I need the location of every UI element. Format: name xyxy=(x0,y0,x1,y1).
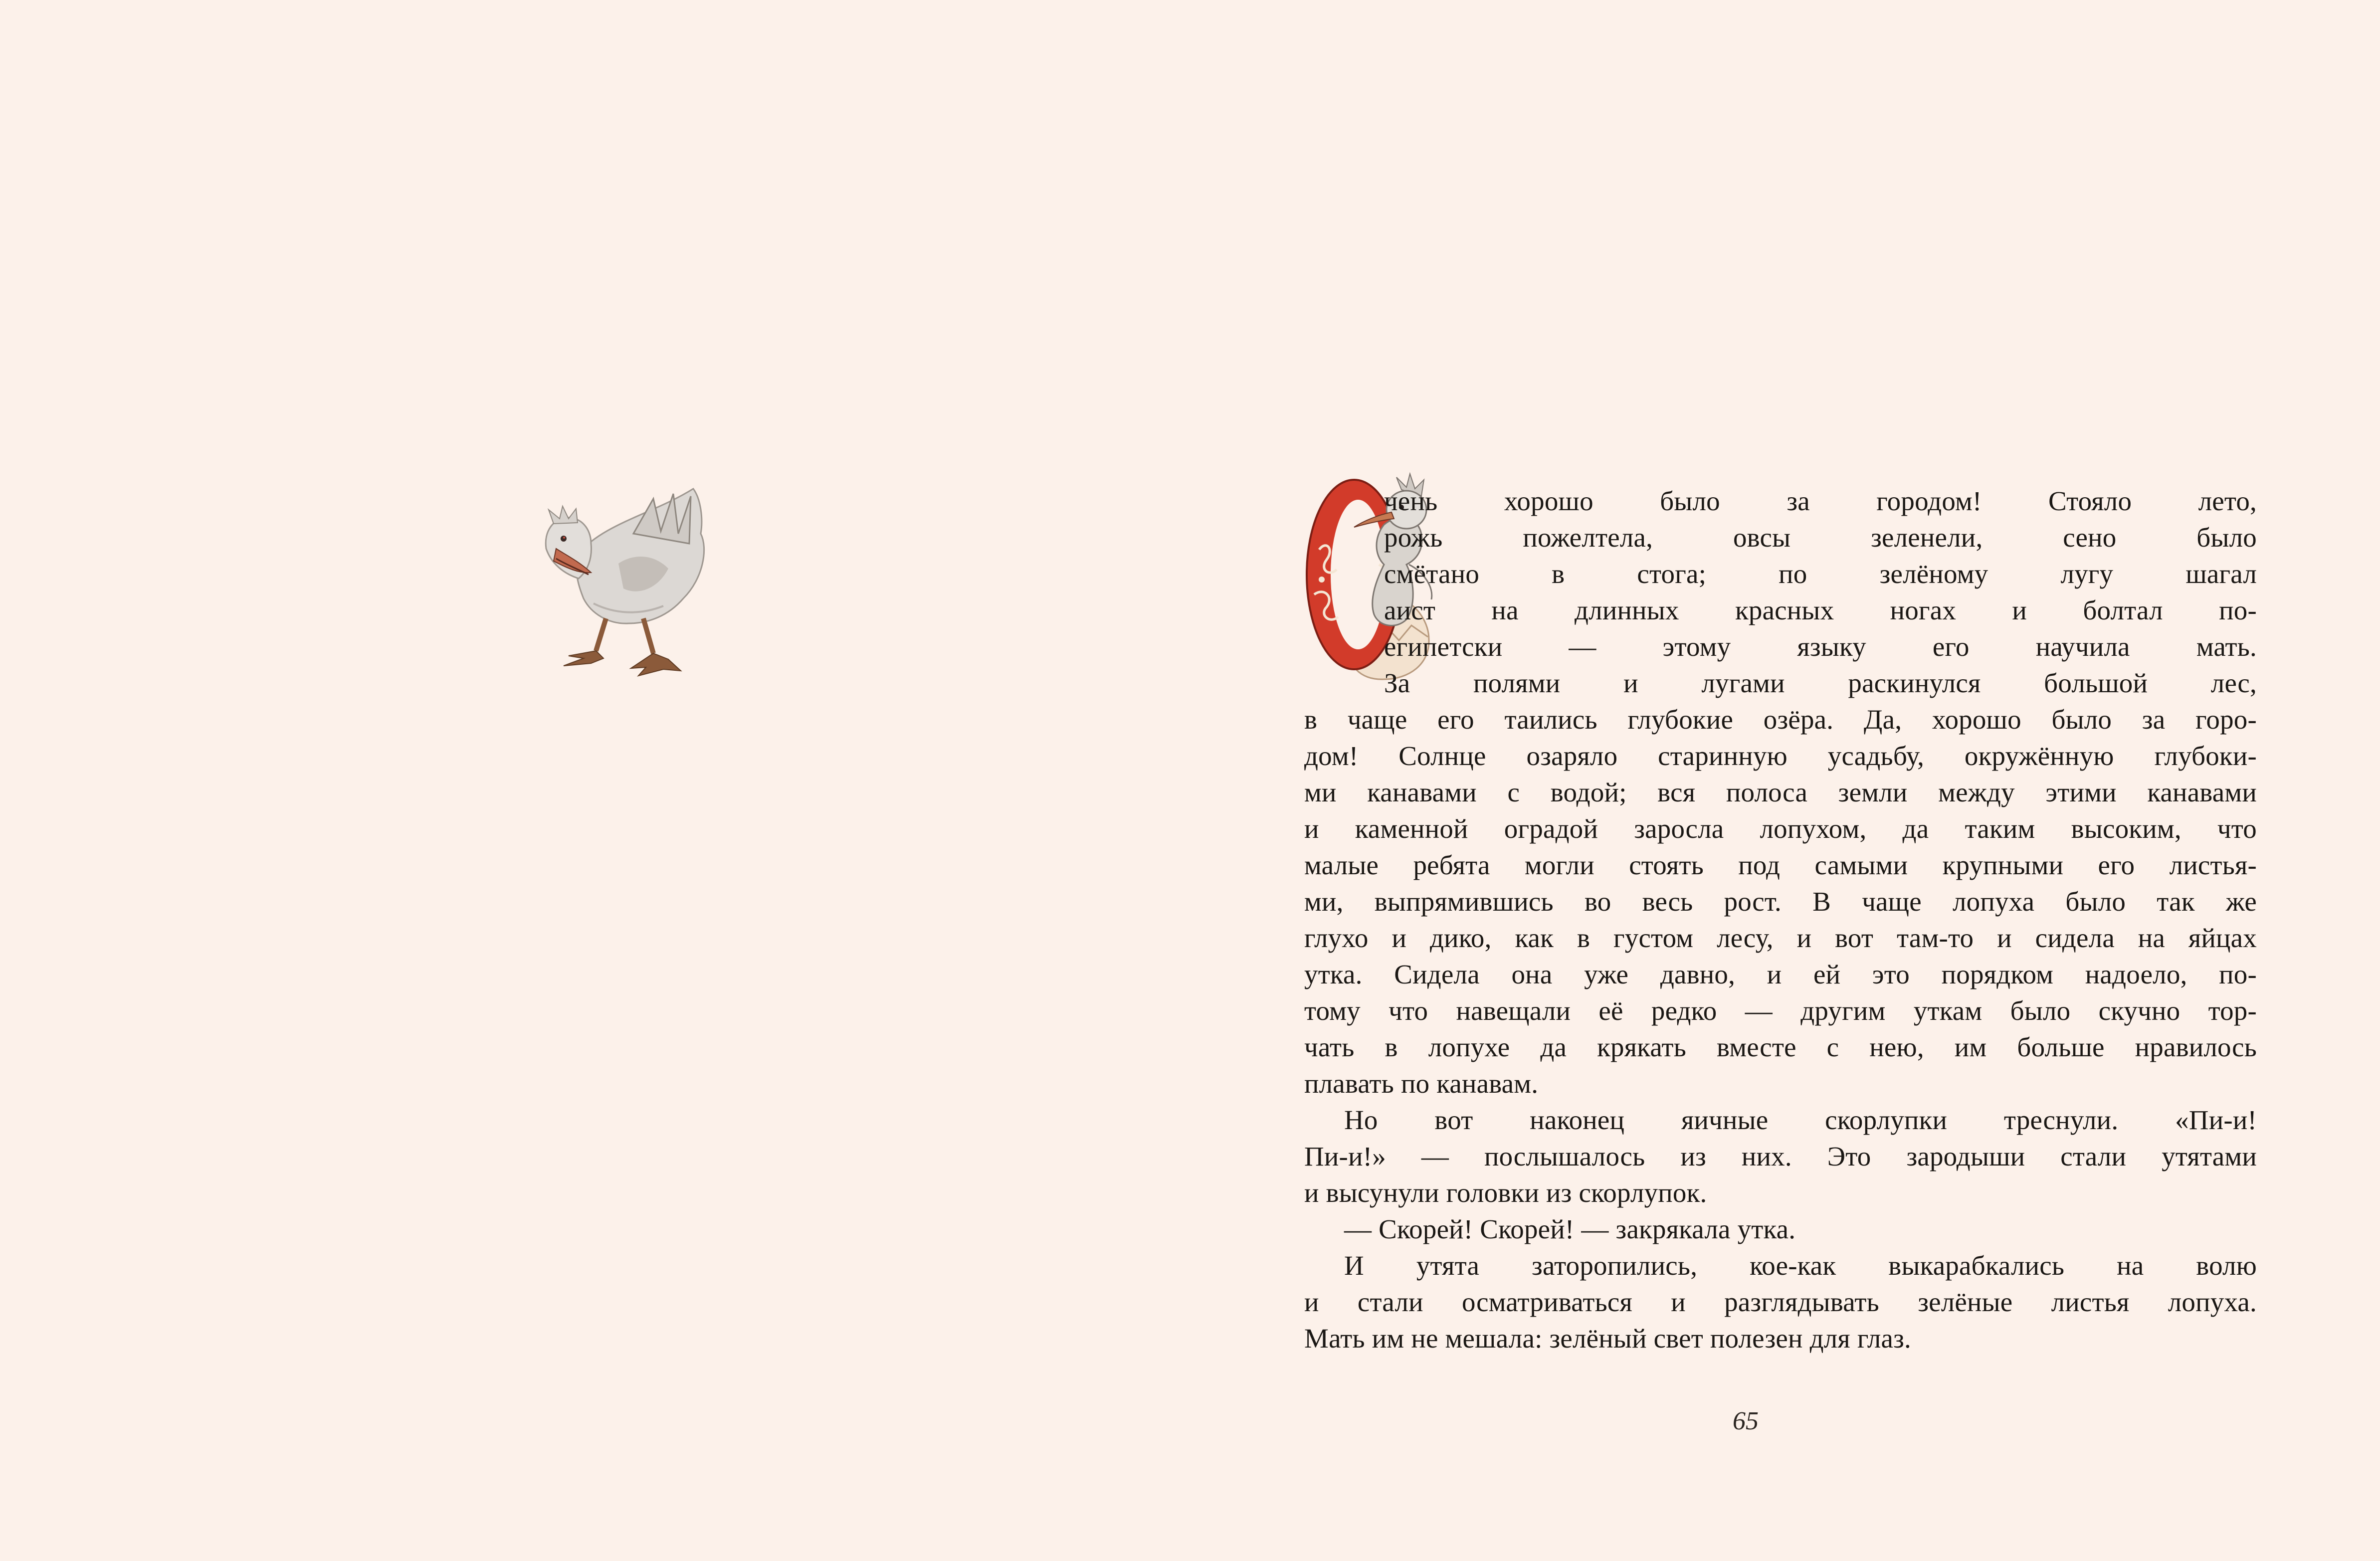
text-line: плавать по канавам. xyxy=(1304,1068,1539,1099)
text-line: утка. Сидела она уже давно, и ей это порядком надоело, по- xyxy=(1304,959,2257,989)
text-line: глухо и дико, как в густом лесу, и вот там-то и сидела на яйцах xyxy=(1304,923,2257,953)
text-line: чень хорошо было за городом! Стояло лето, xyxy=(1384,486,2257,516)
text-line: аист на длинных красных ногах и болтал по- xyxy=(1384,595,2257,625)
page-number: 65 xyxy=(1733,1407,1759,1435)
story-text xyxy=(1304,483,2257,1357)
text-line: в чаще его таились глубокие озёра. Да, хорошо было за горо- xyxy=(1304,704,2257,735)
text-line: и высунули головки из скорлупок. xyxy=(1304,1177,1707,1208)
text-line: рожь пожелтела, овсы зеленели, сено было xyxy=(1384,522,2257,553)
text-line: и каменной оградой заросла лопухом, да таким высоким, что xyxy=(1304,813,2257,844)
text-line: малые ребята могли стоять под самыми крупными его листья- xyxy=(1304,850,2257,880)
text-line: египетски — этому языку его научила мать. xyxy=(1384,631,2257,662)
text-line: Мать им не мешала: зелёный свет полезен для глаз. xyxy=(1304,1323,1911,1354)
text-line: дом! Солнце озаряло старинную усадьбу, окружённую глубоки- xyxy=(1304,741,2257,771)
text-line: — Скорей! Скорей! — закрякала утка. xyxy=(1344,1214,1796,1244)
text-line: И утята заторопились, кое-как выкарабкались на волю xyxy=(1344,1250,2257,1281)
text-line: ми, выпрямившись во весь рост. В чаще лопуха было так же xyxy=(1304,886,2257,917)
text-line: чать в лопухе да крякать вместе с нею, им больше нравилось xyxy=(1304,1032,2257,1062)
text-line: Но вот наконец яичные скорлупки треснули. «Пи-и! xyxy=(1344,1105,2257,1135)
text-line: ми канавами с водой; вся полоса земли между этими канавами xyxy=(1304,777,2257,807)
text-line: Пи-и!» — послышалось из них. Это зародыши стали утятами xyxy=(1304,1141,2257,1171)
text-line: смётано в стога; по зелёному лугу шагал xyxy=(1384,559,2257,589)
duckling-illustration xyxy=(504,479,713,678)
text-line: тому что навещали её редко — другим уткам было скучно тор- xyxy=(1304,995,2257,1026)
text-line: и стали осматриваться и разглядывать зелёные листья лопуха. xyxy=(1304,1287,2257,1317)
text-line: За полями и лугами раскинулся большой лес, xyxy=(1384,668,2257,698)
